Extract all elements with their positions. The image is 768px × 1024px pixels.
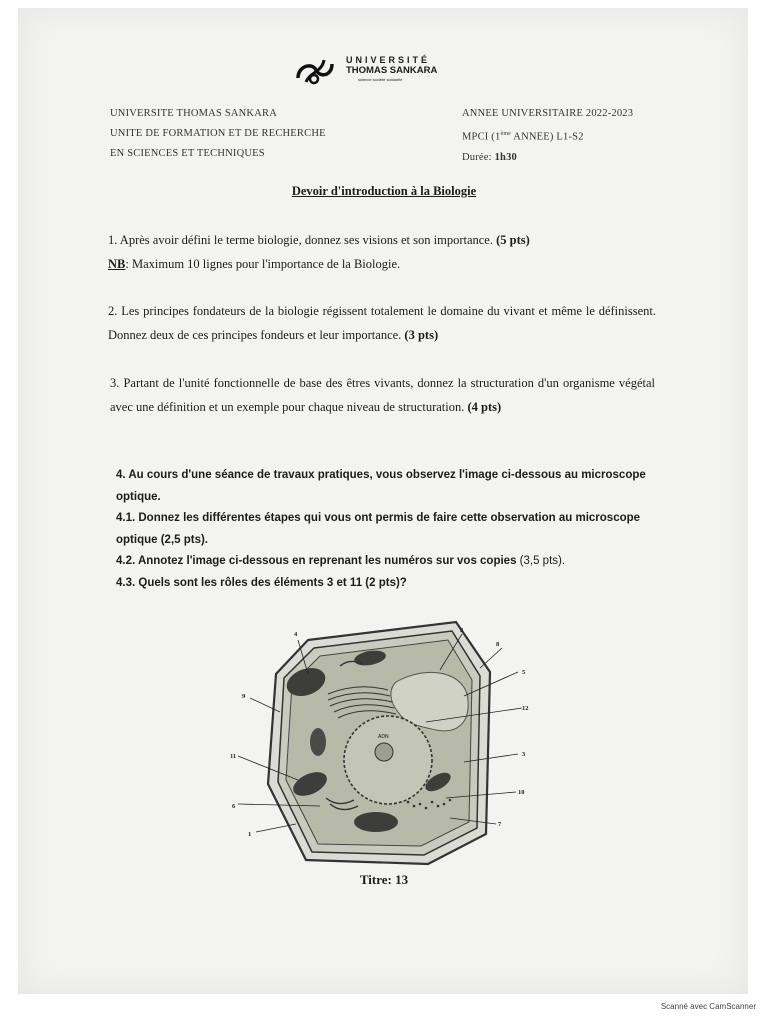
university-logo (292, 52, 472, 92)
plant-cell-diagram (228, 612, 548, 872)
logo-line-3: science société solidarité (358, 77, 403, 82)
class-level-suffix: ANNEE) L1-S2 (511, 131, 584, 143)
duration-label: Durée: (462, 151, 495, 163)
mitochondrion (310, 728, 326, 756)
header-unit: UNITE DE FORMATION ET DE RECHERCHE (110, 128, 326, 139)
question-2-text: 2. Les principes fondateurs de la biologie régissent totalement le domaine du vivant et même le définissent. Donnez deux de ces principes fondeurs et leur importance. (108, 304, 656, 342)
label-9: 9 (242, 693, 246, 700)
label-7: 7 (498, 821, 502, 828)
label-10: 10 (518, 789, 525, 796)
diagram-caption: Titre: 13 (359, 872, 409, 887)
question-2-points: (3 pts) (404, 328, 439, 342)
label-2: 2 (460, 627, 464, 634)
class-level (462, 124, 633, 148)
label-1: 1 (248, 831, 252, 838)
question-1 (108, 228, 668, 276)
label-5: 5 (522, 669, 526, 676)
label-8: 8 (496, 641, 500, 648)
question-1-points: (5 pts) (496, 233, 530, 247)
question-3 (110, 371, 655, 419)
question-4-2-points: (3,5 pts). (519, 555, 566, 567)
label-4: 4 (294, 631, 298, 638)
question-3-text: 3. Partant de l'unité fonctionnelle de base des êtres vivants, donnez la structuration d'un organisme végétal avec une définition et un exemple pour chaque niveau de structuration. (110, 376, 655, 414)
question-2 (108, 299, 656, 347)
question-4-2-text: 4.2. Annotez l'image ci-dessous en reprenant les numéros sur vos copies (116, 555, 520, 567)
nb-text: : Maximum 10 lignes pour l'importance de la Biologie. (125, 257, 401, 271)
question-3-points: (4 pts) (467, 400, 502, 414)
class-level-sup: ème (500, 131, 512, 137)
question-4-intro: 4. Au cours d'une séance de travaux pratiques, vous observez l'image ci-dessous au microscope optique. (116, 469, 646, 503)
question-1-text: 1. Après avoir défini le terme biologie, donnez ses visions et son importance. (108, 233, 497, 247)
academic-year: ANNEE UNIVERSITAIRE 2022-2023 (462, 108, 634, 119)
class-level-prefix: MPCI (1 (462, 131, 501, 143)
nucleolus (375, 743, 393, 761)
logo-line-1: UNIVERSITÉ (346, 55, 431, 65)
question-4 (116, 465, 656, 594)
duration-value: 1h30 (494, 151, 517, 163)
logo-line-2: THOMAS SANKARA (346, 65, 438, 76)
question-4-3: 4.3. Quels sont les rôles des éléments 3 et 11 (2 pts)? (116, 576, 407, 589)
header-department: EN SCIENCES ET TECHNIQUES (110, 148, 265, 159)
header-university: UNIVERSITE THOMAS SANKARA (110, 108, 277, 119)
header-exam-info (462, 104, 633, 168)
duration (462, 148, 633, 168)
header-institution (110, 104, 326, 164)
chloroplast (354, 812, 398, 832)
label-11: 11 (230, 753, 237, 760)
adn-label: ADN (378, 734, 389, 740)
logo-emblem-icon (292, 52, 344, 88)
scanner-watermark: Scanné avec CamScanner (660, 1002, 756, 1011)
question-4-2 (116, 551, 656, 573)
exam-title: Devoir d'introduction à la Biologie (291, 184, 477, 198)
label-12: 12 (522, 705, 529, 712)
nb-label: NB (108, 257, 126, 271)
question-4-1: 4.1. Donnez les différentes étapes qui vous ont permis de faire cette observation au microscope optique (2,5 pts). (116, 512, 641, 546)
label-3: 3 (522, 751, 526, 758)
label-6: 6 (232, 803, 236, 810)
